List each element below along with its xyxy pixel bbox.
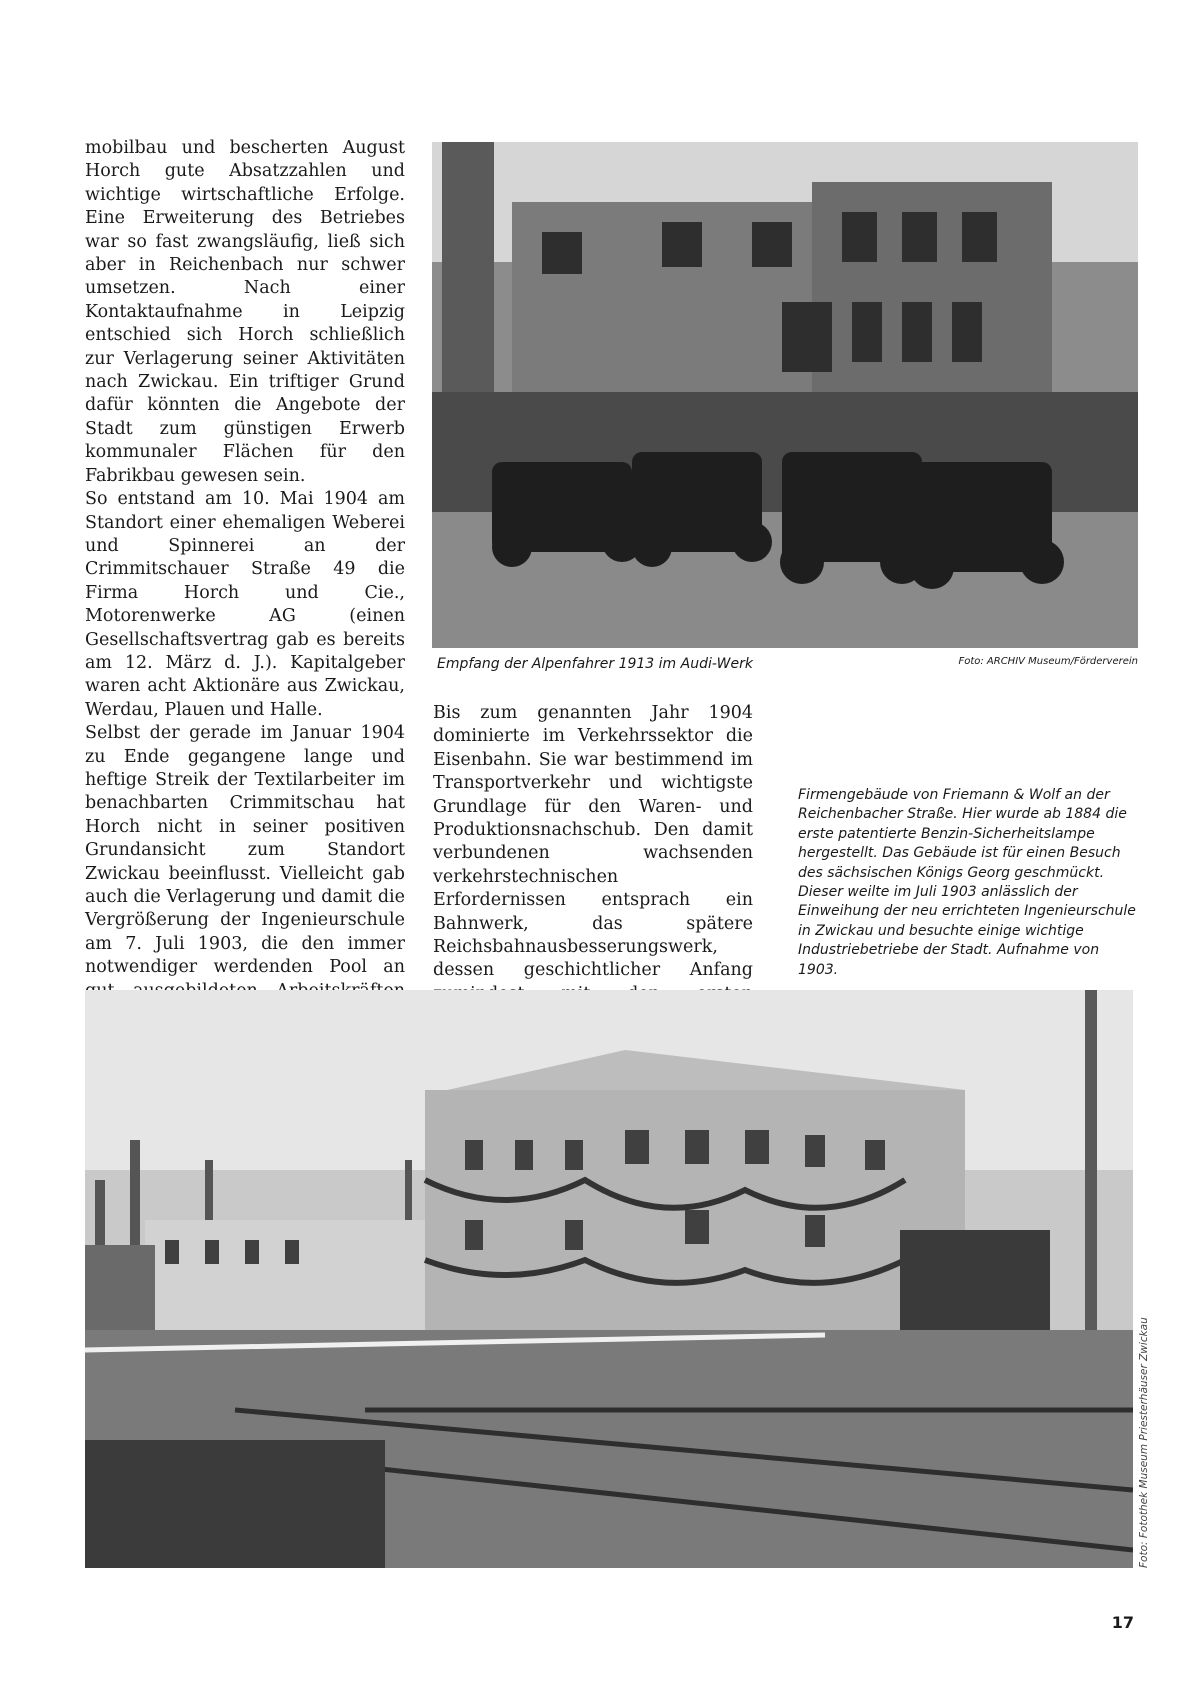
- photo-credit-vertical: Foto: Fotothek Museum Priesterhäuser Zwickau: [1138, 1317, 1150, 1568]
- photo-caption-friemann-wolf: Firmengebäude von Friemann & Wolf an der Reichenbacher Straße. Hier wurde ab 1884 die erste patentierte Benzin-Sicherheitslampe hergestellt. Das Gebäude ist für einen Besuch des sächsischen Königs Georg geschmückt. Dieser weilte im Juli 1903 anlässlich der Einweihung der neu errichteten Ingenieurschule in Zwickau und besuchte einige wichtige Industriebetriebe der Stadt. Aufnahme von 1903.: [798, 787, 1136, 978]
- page-number: 17: [1111, 1613, 1134, 1632]
- body-paragraph: mobilbau und bescherten August Horch gute Absatzzahlen und wichtige wirtschaftliche Erfolge. Eine Erweiterung des Betriebes war so fast zwangsläufig, ließ sich aber in Reichenbach nur schwer umsetzen. Nach einer Kontaktaufnahme in Leipzig entschied sich Horch schließlich zur Verlagerung seiner Aktivitäten nach Zwickau. Ein triftiger Grund dafür könnten die Angebote der Stadt zum günstigen Erwerb kommunaler Flächen für den Fabrikbau gewesen sein.: [85, 138, 405, 486]
- body-paragraph: So entstand am 10. Mai 1904 am Standort einer ehemaligen Weberei und Spinnerei an der Crimmitschauer Straße 49 die Firma Horch und Cie., Motorenwerke AG (einen Gesellschaftsvertrag gab es bereits am 12. März d. J.). Kapitalgeber waren acht Aktionäre aus Zwickau, Werdau, Plauen und Halle.: [85, 489, 405, 720]
- photo-illustration: [85, 990, 1133, 1568]
- photo-credit: Foto: ARCHIV Museum/Förderverein: [958, 656, 1138, 667]
- photo-alpine-drivers-reception: [432, 142, 1138, 648]
- photo-illustration: [432, 142, 1138, 648]
- body-paragraph: Selbst der gerade im Januar 1904 zu Ende gegangene lange und heftige Streik der Textilarbeiter im benachbarten Crimmitschau hat Horch nicht in seiner positiven Grundansicht zum Standort Zwickau beeinflusst. Vielleicht gab auch die Verlagerung und damit die Vergrößerung der Ingenieurschule am 7. Juli 1903, die den immer notwendiger werdenden Pool an: [85, 723, 405, 978]
- photo-friemann-wolf-building: [85, 990, 1133, 1568]
- photo-caption: Empfang der Alpenfahrer 1913 im Audi-Werk: [437, 656, 753, 672]
- body-paragraph: Bis zum genannten Jahr 1904 dominierte im Verkehrssektor die Eisenbahn. Sie war bestimmend im Transportverkehr und wichtigste Grundlage für den Waren- und Produktionsnachschub. Den damit verbundenen wachsenden verkehrstechnischen Erfordernissen entsprach ein Bahnwerk, das spätere Reichsbahnausbesserungswerk, dessen geschichtlicher Anfang: [433, 703, 753, 981]
